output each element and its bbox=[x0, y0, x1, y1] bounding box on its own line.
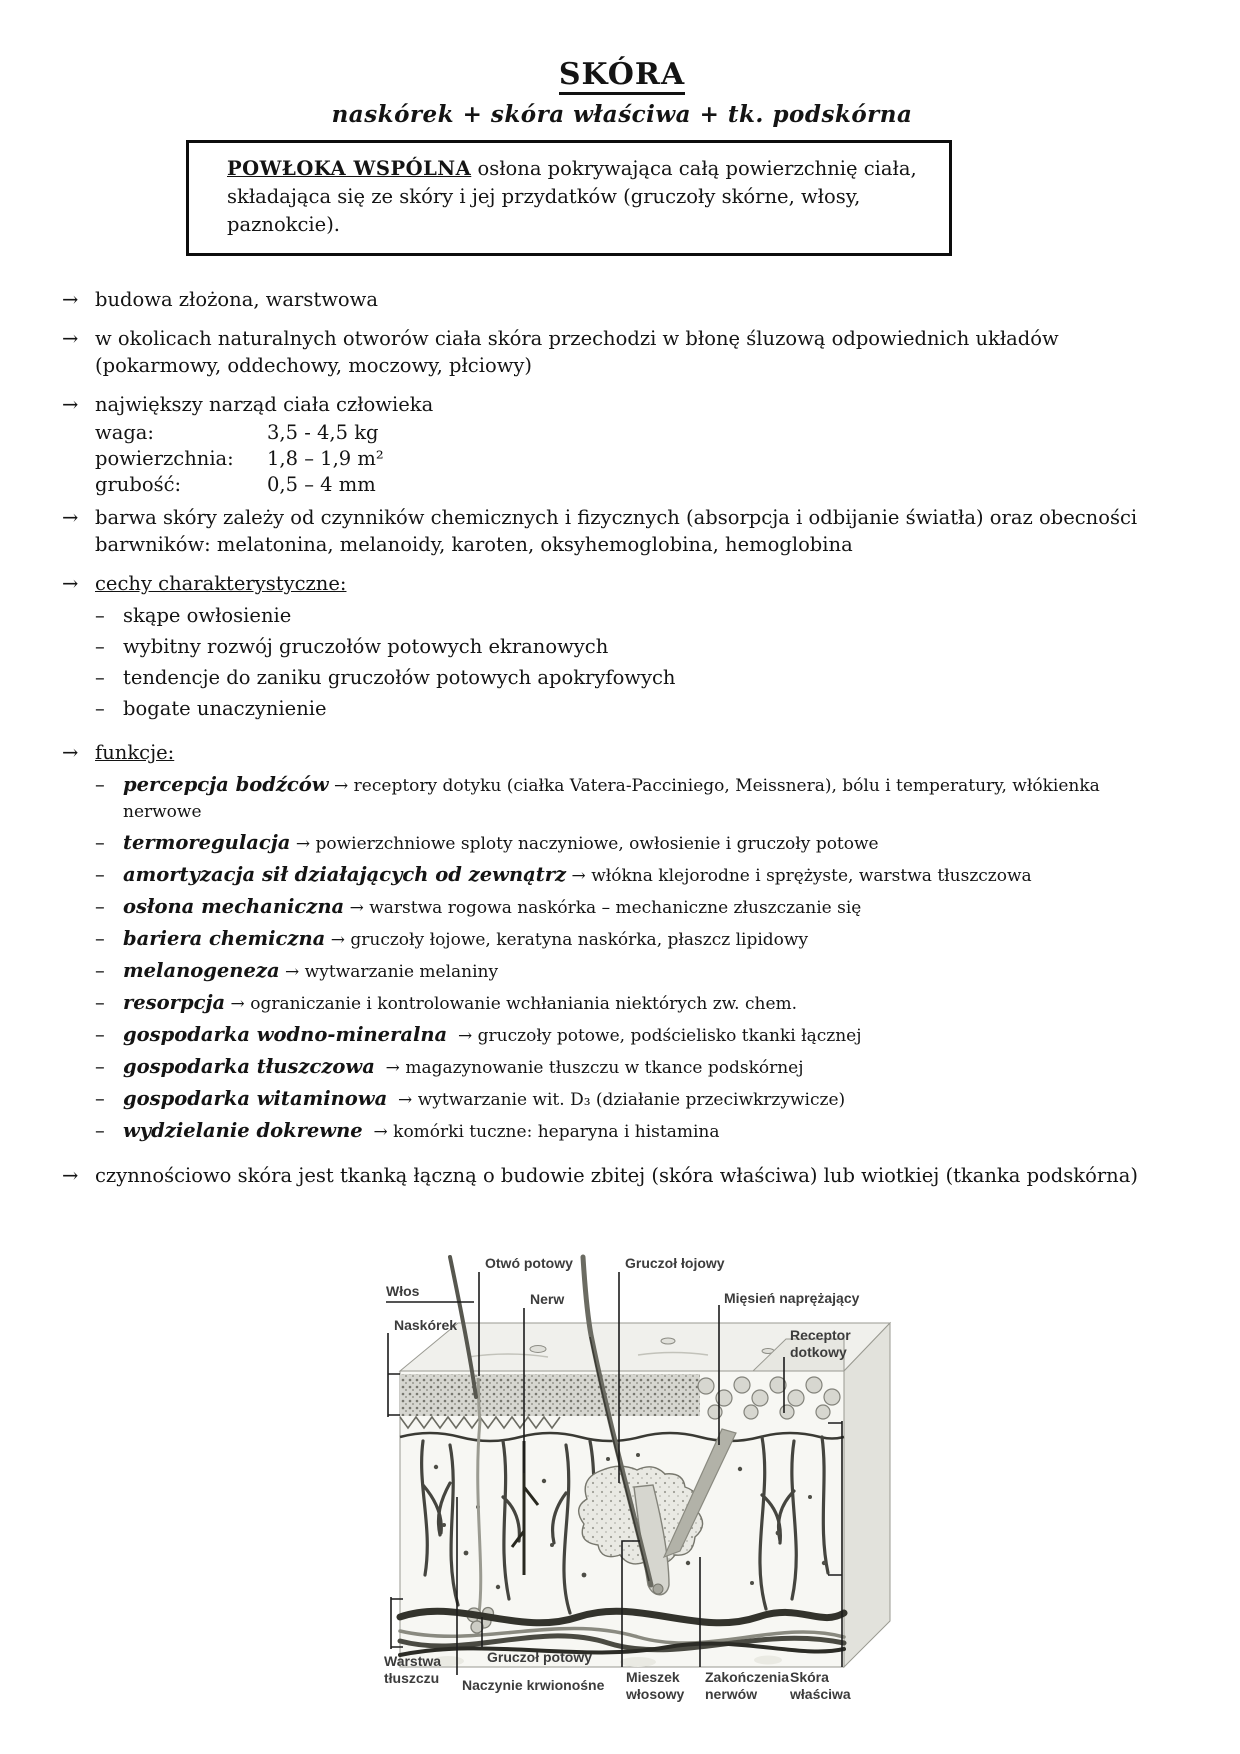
arrow-marker: → bbox=[62, 506, 79, 529]
page-title: SKÓRA bbox=[559, 58, 685, 95]
function-item bbox=[95, 1054, 1182, 1081]
label-hair-follicle: Mieszek włosowy bbox=[626, 1669, 685, 1702]
label-sweat-gland: Gruczoł potowy bbox=[487, 1649, 592, 1665]
arrow-glyph: → bbox=[295, 834, 311, 854]
label-sweat-pore: Otwó potowy bbox=[485, 1255, 573, 1271]
function-term: gospodarka witaminowa bbox=[123, 1087, 388, 1110]
bullet-complex-structure bbox=[62, 286, 1182, 313]
section-heading: funkcje: bbox=[95, 741, 175, 764]
function-desc: gruczoły łojowe, keratyna naskórka, płaszcz lipidowy bbox=[350, 930, 809, 950]
function-item bbox=[95, 894, 1182, 921]
arrow-glyph: → bbox=[285, 962, 300, 982]
function-desc: ograniczanie i kontrolowanie wchłaniania niektórych zw. chem. bbox=[250, 994, 798, 1014]
function-term: gospodarka wodno-mineralna bbox=[123, 1023, 448, 1046]
trait-item bbox=[95, 603, 1182, 629]
function-item bbox=[95, 772, 1182, 825]
arrow-glyph: → bbox=[385, 1058, 400, 1078]
arrow-glyph: → bbox=[373, 1122, 388, 1142]
dash-marker: – bbox=[95, 959, 105, 982]
bullet-text: budowa złożona, warstwowa bbox=[95, 288, 378, 311]
bullet-traits-heading bbox=[62, 570, 1182, 597]
function-item bbox=[95, 1086, 1182, 1113]
label-nerve-endings: Zakończenia nerwów bbox=[705, 1669, 790, 1702]
dash-marker: – bbox=[95, 773, 105, 796]
bullet-functions-heading bbox=[62, 739, 1182, 766]
trait-item bbox=[95, 634, 1182, 660]
function-desc: wytwarzanie wit. D₃ (działanie przeciwkrzywicze) bbox=[417, 1090, 846, 1110]
arrow-marker: → bbox=[62, 1164, 79, 1187]
trait-text: bogate unaczynienie bbox=[123, 697, 327, 720]
dash-marker: – bbox=[95, 697, 105, 720]
bullet-list bbox=[62, 286, 1182, 1189]
label-arrector-muscle: Mięsień naprężający bbox=[724, 1290, 860, 1306]
function-item bbox=[95, 990, 1182, 1017]
spec-label: grubość: bbox=[95, 473, 182, 496]
label-blood-vessel: Naczynie krwionośne bbox=[462, 1677, 605, 1693]
function-item bbox=[95, 862, 1182, 889]
arrow-marker: → bbox=[62, 741, 79, 764]
arrow-glyph: → bbox=[349, 898, 364, 918]
dash-marker: – bbox=[95, 1119, 105, 1142]
arrow-glyph: → bbox=[458, 1026, 473, 1046]
bullet-connective bbox=[62, 1162, 1182, 1189]
label-fat-layer: Warstwa tłuszczu bbox=[384, 1653, 442, 1686]
function-term: gospodarka tłuszczowa bbox=[123, 1055, 375, 1078]
spec-value: 0,5 – 4 mm bbox=[267, 473, 376, 496]
function-term: osłona mechaniczna bbox=[123, 895, 345, 918]
arrow-marker: → bbox=[62, 572, 79, 595]
function-desc: komórki tuczne: heparyna i histamina bbox=[393, 1122, 720, 1142]
bullet-text: w okolicach naturalnych otworów ciała skóra przechodzi w błonę śluzową odpowiednich układów (pokarmowy, oddechowy, moczowy, płciowy) bbox=[95, 327, 1059, 377]
definition-term: POWŁOKA WSPÓLNA bbox=[227, 157, 472, 180]
function-item bbox=[95, 958, 1182, 985]
label-touch-receptor: Receptor dotkowy bbox=[790, 1327, 851, 1360]
page-subtitle: naskórek + skóra właściwa + tk. podskórna bbox=[331, 101, 913, 128]
arrow-glyph: → bbox=[230, 994, 245, 1014]
function-desc: powierzchniowe sploty naczyniowe, owłosienie i gruczoły potowe bbox=[315, 834, 879, 854]
bullet-text: czynnościowo skóra jest tkanką łączną o budowie zbitej (skóra właściwa) lub wiotkiej (tkanka podskórna) bbox=[95, 1164, 1138, 1187]
bullet-mucosa bbox=[62, 325, 1182, 379]
dash-marker: – bbox=[95, 863, 105, 886]
function-term: melanogeneza bbox=[123, 959, 280, 982]
function-desc: warstwa rogowa naskórka – mechaniczne złuszczanie się bbox=[369, 898, 862, 918]
trait-item bbox=[95, 696, 1182, 722]
function-term: amortyzacja sił działających od zewnątrz bbox=[123, 863, 567, 886]
spec-row-thickness bbox=[95, 472, 1182, 498]
dash-marker: – bbox=[95, 991, 105, 1014]
bullet-color bbox=[62, 504, 1182, 558]
label-sebaceous-gland: Gruczoł łojowy bbox=[625, 1255, 725, 1271]
label-nerve: Nerw bbox=[530, 1291, 565, 1307]
dash-marker: – bbox=[95, 635, 105, 658]
function-item bbox=[95, 1118, 1182, 1145]
arrow-glyph: → bbox=[330, 930, 345, 950]
bullet-text: barwa skóry zależy od czynników chemicznych i fizycznych (absorpcja i odbijanie światła) oraz obecności barwników: melatonina, melanoidy, karoten, oksyhemoglobina, hemoglobina bbox=[95, 506, 1138, 556]
label-hair: Włos bbox=[386, 1283, 420, 1299]
function-desc: receptory dotyku (ciałka Vatera-Pacciniego, Meissnera), bólu i temperatury, włókienka nerwowe bbox=[123, 776, 1100, 822]
dash-marker: – bbox=[95, 895, 105, 918]
label-dermis: Skóra właściwa bbox=[790, 1669, 851, 1702]
function-term: percepcja bodźców bbox=[123, 773, 329, 796]
label-epidermis: Naskórek bbox=[394, 1317, 458, 1333]
spec-value: 3,5 - 4,5 kg bbox=[267, 421, 379, 444]
trait-text: wybitny rozwój gruczołów potowych ekranowych bbox=[123, 635, 609, 658]
function-item bbox=[95, 1022, 1182, 1049]
dash-marker: – bbox=[95, 604, 105, 627]
arrow-glyph: → bbox=[398, 1090, 413, 1110]
trait-text: skąpe owłosienie bbox=[123, 604, 292, 627]
bullet-largest-organ bbox=[62, 391, 1182, 418]
definition-text: osłona pokrywająca całą powierzchnię ciała, składająca się ze skóry i jej przydatków (gruczoły skórne, włosy, paznokcie). bbox=[227, 157, 917, 236]
spec-row-weight bbox=[95, 420, 1182, 446]
spec-label: waga: bbox=[95, 421, 154, 444]
arrow-glyph: → bbox=[334, 776, 349, 796]
function-desc: włókna klejorodne i sprężyste, warstwa tłuszczowa bbox=[591, 866, 1032, 886]
skin-diagram bbox=[338, 1245, 908, 1719]
spec-row-surface bbox=[95, 446, 1182, 472]
function-desc: gruczoły potowe, podścielisko tkanki łącznej bbox=[477, 1026, 862, 1046]
section-heading: cechy charakterystyczne: bbox=[95, 572, 347, 595]
dash-marker: – bbox=[95, 831, 105, 854]
spec-label: powierzchnia: bbox=[95, 447, 234, 470]
spec-value: 1,8 – 1,9 m² bbox=[267, 447, 384, 470]
bullet-text: największy narząd ciała człowieka bbox=[95, 393, 434, 416]
function-term: resorpcja bbox=[123, 991, 226, 1014]
trait-text: tendencje do zaniku gruczołów potowych apokryfowych bbox=[123, 666, 676, 689]
arrow-marker: → bbox=[62, 327, 79, 350]
function-term: bariera chemiczna bbox=[123, 927, 326, 950]
arrow-marker: → bbox=[62, 393, 79, 416]
arrow-marker: → bbox=[62, 288, 79, 311]
function-desc: wytwarzanie melaniny bbox=[304, 962, 499, 982]
function-term: termoregulacja bbox=[123, 831, 291, 854]
function-term: wydzielanie dokrewne bbox=[123, 1119, 363, 1142]
dash-marker: – bbox=[95, 666, 105, 689]
arrow-glyph: → bbox=[571, 866, 586, 886]
dash-marker: – bbox=[95, 927, 105, 950]
function-item bbox=[95, 926, 1182, 953]
dash-marker: – bbox=[95, 1087, 105, 1110]
dash-marker: – bbox=[95, 1055, 105, 1078]
trait-item bbox=[95, 665, 1182, 691]
definition-box bbox=[186, 140, 952, 256]
function-item bbox=[95, 830, 1182, 857]
epidermis-layer bbox=[400, 1374, 700, 1416]
dash-marker: – bbox=[95, 1023, 105, 1046]
function-desc: magazynowanie tłuszczu w tkance podskórnej bbox=[405, 1058, 804, 1078]
